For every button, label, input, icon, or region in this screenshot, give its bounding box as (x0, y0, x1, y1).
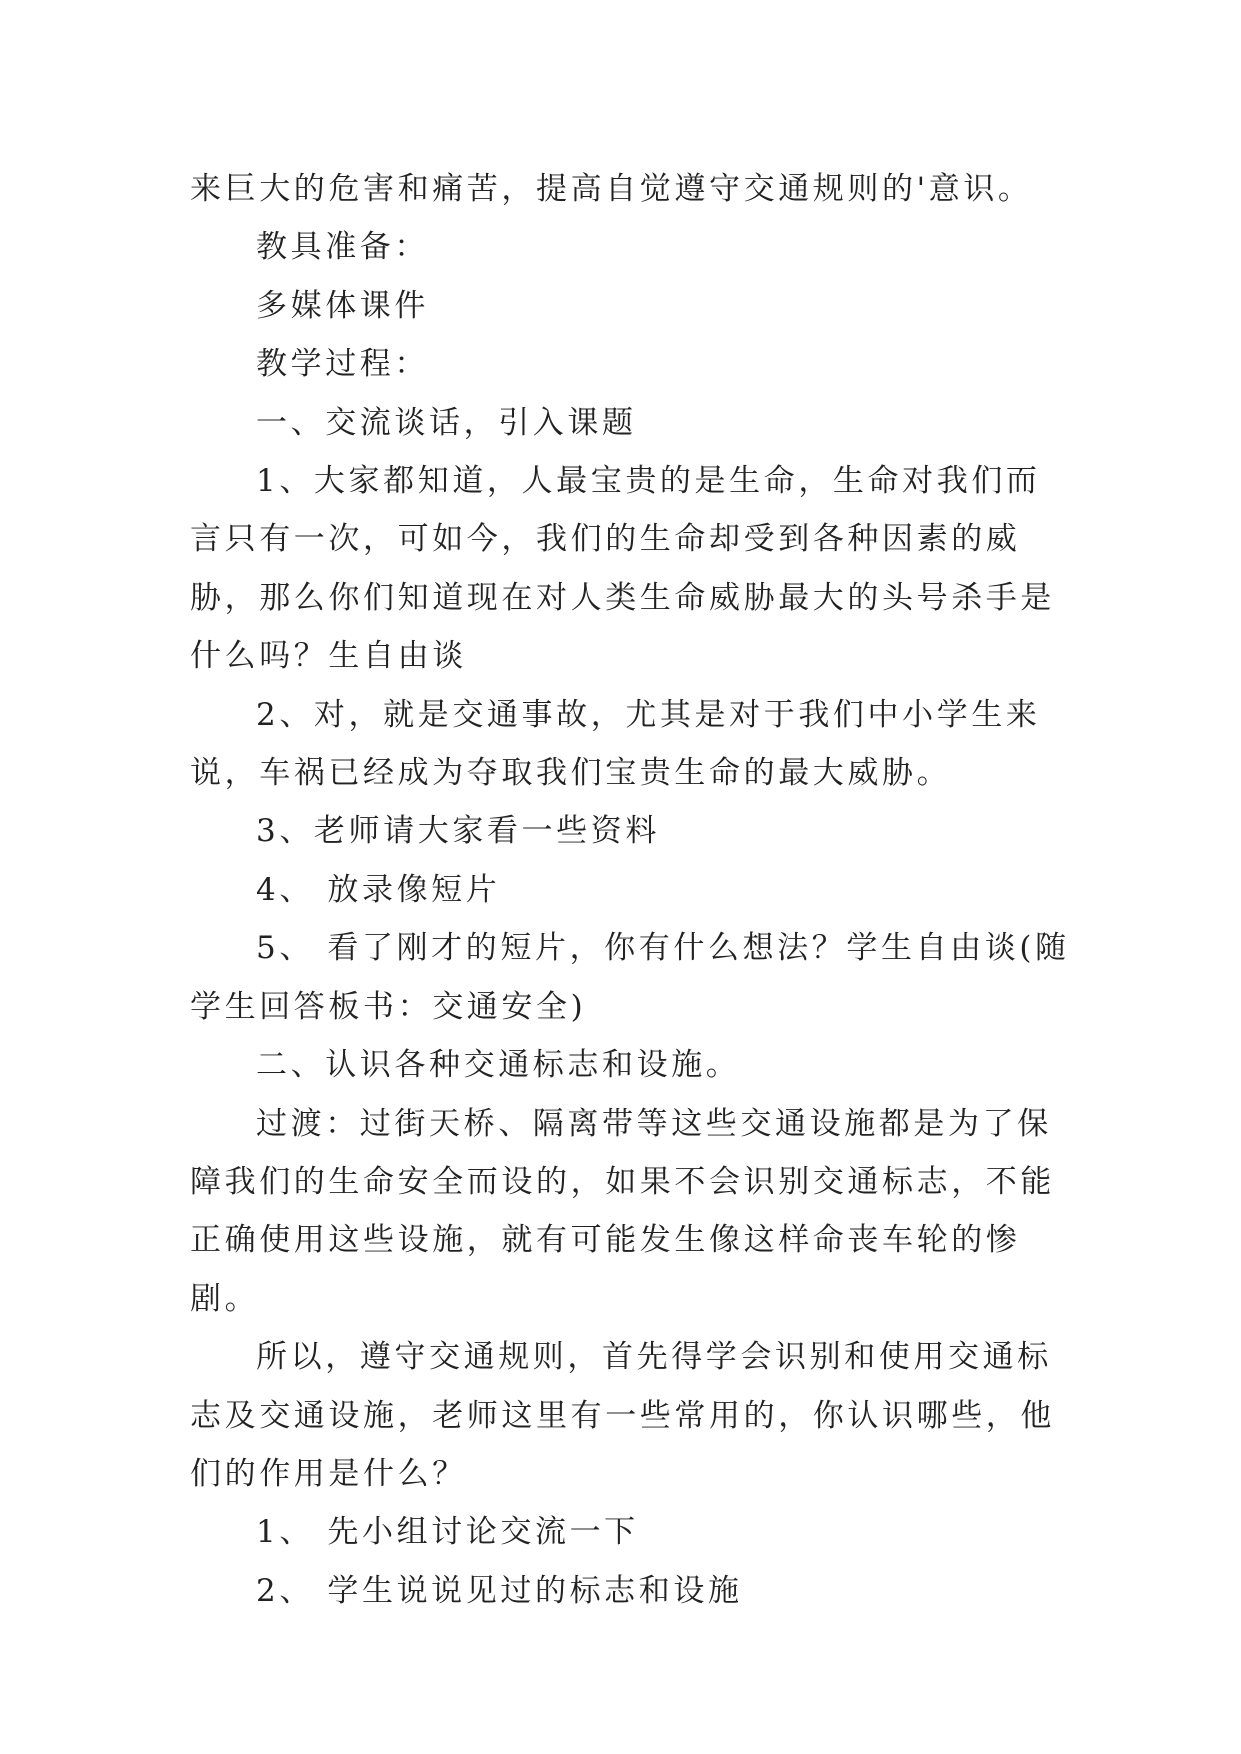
paragraph-item-4: 4、 放录像短片 (256, 871, 501, 908)
paragraph-transition: 过渡：过街天桥、隔离带等这些交通设施都是为了保障我们的生命安全而设的，如果不会识别交通标志，不能正确使用这些设施，就有可能发生像这样命丧车轮的惨剧。 (190, 1105, 1055, 1317)
paragraph-section-two: 二、认识各种交通标志和设施。 (256, 1047, 741, 1084)
paragraph-process-heading: 教学过程： (256, 346, 429, 383)
paragraph-item-5: 5、 看了刚才的短片，你有什么想法？学生自由谈(随学生回答板书：交通安全) (190, 930, 1070, 1025)
paragraph-materials-heading: 教具准备： (256, 229, 429, 266)
paragraph-item-3: 3、老师请大家看一些资料 (256, 813, 660, 850)
paragraph-section-one: 一、交流谈话，引入课题 (256, 404, 637, 441)
paragraph-materials: 多媒体课件 (256, 287, 429, 324)
paragraph-item-2: 2、对，就是交通事故，尤其是对于我们中小学生来说，车祸已经成为夺取我们宝贵生命的最大威胁。 (190, 696, 1041, 792)
document-page (190, 160, 1070, 1620)
paragraph-item-1: 1、大家都知道，人最宝贵的是生命，生命对我们而言只有一次，可如今，我们的生命却受到各种因素的威胁，那么你们知道现在对人类生命威胁最大的头号杀手是什么吗？生自由谈 (190, 463, 1055, 675)
paragraph-step-2: 2、 学生说说见过的标志和设施 (256, 1572, 743, 1609)
paragraph-therefore: 所以，遵守交通规则，首先得学会识别和使用交通标志及交通设施，老师这里有一些常用的，你认识哪些，他们的作用是什么？ (190, 1339, 1055, 1492)
paragraph-continuation: 来巨大的危害和痛苦，提高自觉遵守交通规则的'意识。 (190, 171, 1033, 207)
paragraph-step-1: 1、 先小组讨论交流一下 (256, 1514, 639, 1551)
